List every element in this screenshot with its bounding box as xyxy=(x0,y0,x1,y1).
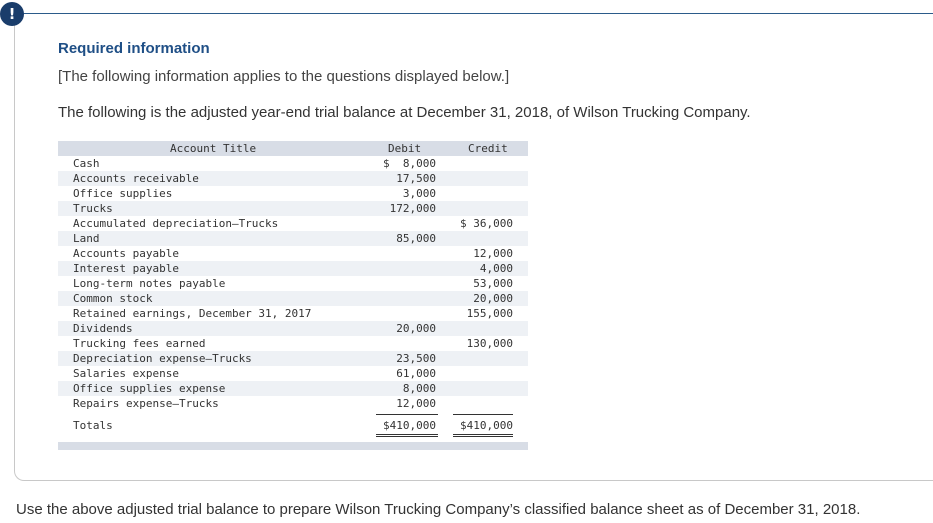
account-cell: Dividends xyxy=(73,322,133,335)
debit-cell: 172,000 xyxy=(389,202,436,215)
credit-cell: 155,000 xyxy=(466,307,513,320)
debit-cell: 23,500 xyxy=(396,352,436,365)
debit-double-underline xyxy=(376,434,438,437)
account-cell: Depreciation expense—Trucks xyxy=(73,352,252,365)
table-row xyxy=(58,366,528,381)
account-cell: Trucking fees earned xyxy=(73,337,206,350)
account-cell: Accounts payable xyxy=(73,247,179,260)
debit-underline xyxy=(376,414,438,415)
table-row xyxy=(58,201,528,216)
info-note: [The following information applies to the questions displayed below.] xyxy=(58,68,510,85)
trial-balance-table xyxy=(58,141,528,441)
totals-label: Totals xyxy=(73,419,113,432)
debit-cell: 3,000 xyxy=(402,187,436,200)
totals-credit: $410,000 xyxy=(460,419,513,432)
account-cell: Office supplies xyxy=(73,187,173,200)
debit-cell: 12,000 xyxy=(396,397,436,410)
table-row xyxy=(58,246,528,261)
debit-cell: 61,000 xyxy=(396,367,436,380)
totals-debit: $410,000 xyxy=(383,419,436,432)
table-row xyxy=(58,351,528,366)
table-row xyxy=(58,216,528,231)
account-cell: Retained earnings, December 31, 2017 xyxy=(73,307,312,320)
table-row xyxy=(58,291,528,306)
table-footer-bar xyxy=(58,442,528,450)
account-cell: Accounts receivable xyxy=(73,172,199,185)
table-row xyxy=(58,231,528,246)
table-row xyxy=(58,186,528,201)
account-cell: Long-term notes payable xyxy=(73,277,226,290)
credit-cell: 12,000 xyxy=(473,247,513,260)
credit-cell: $ 36,000 xyxy=(460,217,513,230)
credit-cell: 4,000 xyxy=(479,262,513,275)
debit-cell: 20,000 xyxy=(396,322,436,335)
debit-cell: $ 8,000 xyxy=(383,157,436,170)
credit-underline xyxy=(453,414,513,415)
credit-double-underline xyxy=(453,434,513,437)
debit-cell: 8,000 xyxy=(402,382,436,395)
credit-cell: 130,000 xyxy=(466,337,513,350)
account-cell: Common stock xyxy=(73,292,153,305)
debit-cell: 17,500 xyxy=(396,172,436,185)
table-header xyxy=(58,141,528,156)
account-title-header: Account Title xyxy=(170,142,257,155)
table-row xyxy=(58,171,528,186)
credit-header: Credit xyxy=(468,142,508,155)
debit-cell: 85,000 xyxy=(396,232,436,245)
account-cell: Interest payable xyxy=(73,262,179,275)
account-cell: Cash xyxy=(73,157,100,170)
credit-cell: 20,000 xyxy=(473,292,513,305)
debit-header: Debit xyxy=(388,142,422,155)
table-row xyxy=(58,321,528,336)
table-row xyxy=(58,261,528,276)
account-cell: Trucks xyxy=(73,202,113,215)
required-info-title: Required information xyxy=(58,40,210,57)
account-cell: Salaries expense xyxy=(73,367,179,380)
account-cell: Accumulated depreciation—Trucks xyxy=(73,217,279,230)
account-cell: Office supplies expense xyxy=(73,382,226,395)
account-cell: Land xyxy=(73,232,100,245)
table-row xyxy=(58,156,528,171)
table-row xyxy=(58,336,528,351)
table-row xyxy=(58,276,528,291)
alert-icon: ! xyxy=(0,2,24,26)
intro-text: The following is the adjusted year-end trial balance at December 31, 2018, of Wilson Trucking Company. xyxy=(58,104,751,121)
account-cell: Repairs expense—Trucks xyxy=(73,397,219,410)
table-row xyxy=(58,396,528,411)
totals-row xyxy=(58,411,528,441)
credit-cell: 53,000 xyxy=(473,277,513,290)
instruction-text: Use the above adjusted trial balance to prepare Wilson Trucking Company’s classified balance sheet as of December 31, 2018. xyxy=(16,501,861,518)
table-row xyxy=(58,306,528,321)
table-row xyxy=(58,381,528,396)
